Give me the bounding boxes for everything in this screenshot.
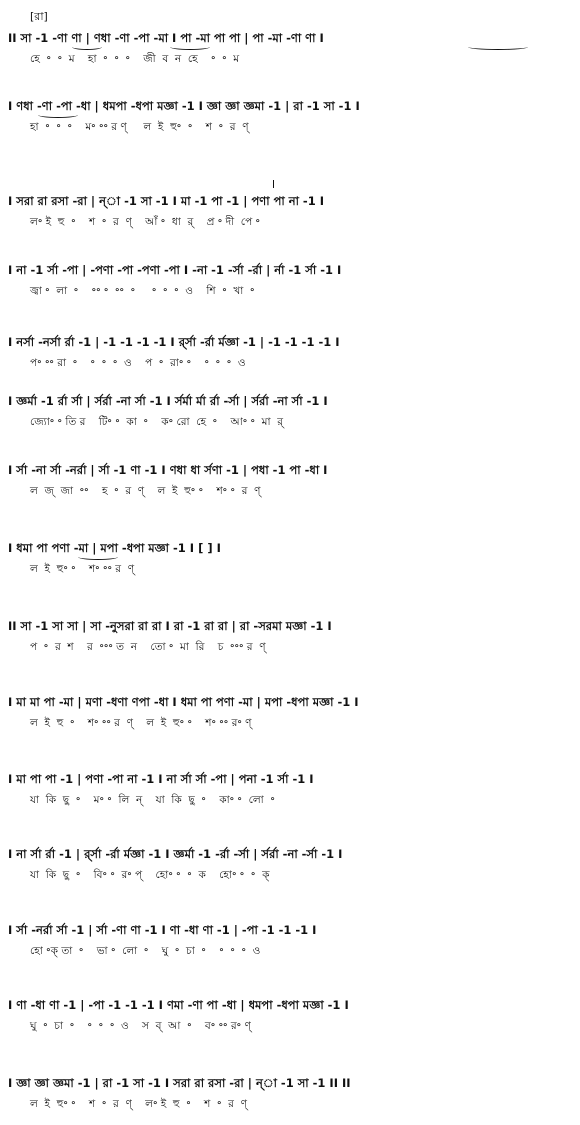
notation-row [8,922,572,958]
notation-row [8,694,572,730]
notation-row [8,30,572,66]
lyrics-line: হা ॰ ॰ ॰ ম॰ ॰॰ র ণ্ ল ই হু॰ ॰ শ ॰ র ণ্ [30,121,249,133]
notation-row [8,462,572,498]
notation-row [8,393,572,429]
lyrics-line: ল ই হু॰ ॰ শ॰ ॰॰ র ণ্ [30,563,135,575]
notation-row [8,262,572,298]
lyrics-line: ল জ্ জা ॰॰ হ ॰ র ণ্ ল ই হু॰ ॰ শ॰ ॰ র ণ্ [30,485,261,497]
notation-row [8,540,572,576]
slur-mark [78,554,118,560]
slur-mark [38,112,78,118]
notes-line: I মা পা পা -1 | পণা -পা না -1 I না র্সা র্সা -পা | পনা -1 র্সা -1 I [8,772,314,786]
lyrics-line: ল॰ ই হু ॰ শ ॰ র ণ্ আঁ ॰ ধা র্ প্র ॰ দী পে ॰ [30,216,261,228]
notes-line: I ধমা পা পণা -মা | মপা -ধপা মজ্ঞা -1 I [ ] I [8,541,221,555]
lyrics-line: ল ই হু॰ ॰ শ ॰ র ণ্ ল॰ ই হু ॰ শ ॰ র ণ্ [30,1098,247,1110]
lyrics-line: জ্যো॰ ॰ তি র টি॰ ॰ কা ॰ ক॰ রো হে ॰ আ॰ ॰ মা র্ [30,416,284,428]
lyrics-line: ঘু ॰ চা ॰ ॰ ॰ ॰ ও স ব্ আ ॰ ব॰ ॰॰ র॰ ণ্ [30,1020,251,1032]
notes-line: I নর্সা -নর্সা র্রা -1 | -1 -1 -1 -1 I র্র্সা -র্রা র্মজ্ঞা -1 | -1 -1 -1 -1 I [8,335,340,349]
notes-line: I ণা -ধা ণা -1 | -পা -1 -1 -1 I ণমা -ণা পা -ধা | ধমপা -ধপা মজ্ঞা -1 I [8,998,349,1012]
lyrics-line: ল ই হু ॰ শ॰ ॰॰ র ণ্ ল ই হু॰ ॰ শ॰ ॰॰ র॰ ণ্ [30,717,252,729]
lyrics-line: প ॰ র শ র ॰॰॰ ত ন তো ॰ মা রি চ ॰॰॰ র ণ্ [30,641,266,653]
lyrics-line: জ্বা ॰ লা ॰ ॰॰ ॰ ॰॰ ॰ ॰ ॰ ॰ ও শি ॰ খা ॰ [30,285,255,297]
lyrics-line: যা কি ছু ॰ ম॰ ॰ লি ন্ যা কি ছু ॰ কা॰ ॰ লো ॰ [30,794,275,806]
key-marker: [রা] [30,10,48,23]
notes-line: I র্সা -না র্সা -নর্রা | র্সা -1 ণা -1 I ণধা ধা র্সণা -1 | পধা -1 পা -ধা I [8,463,328,477]
notation-row [8,997,572,1033]
bar-tick [273,180,274,188]
notes-line: I জ্ঞা জ্ঞা জ্ঞমা -1 | রা -1 সা -1 I সরা রা রসা -রা | ন্া -1 সা -1 II II [8,1076,351,1090]
lyrics-line: হো ॰ক্ তা ॰ ভা ॰ লো ॰ ঘু ॰ চা ॰ ॰ ॰ ॰ ও [30,945,261,957]
notation-row [8,334,572,370]
notation-row [8,618,572,654]
slur-mark [72,44,102,50]
slur-mark [170,44,210,50]
notes-line: I র্সা -নর্রা র্সা -1 | র্সা -ণা ণা -1 I ণা -ধা ণা -1 | -পা -1 -1 -1 I [8,923,317,937]
notes-line: I জ্ঞর্মা -1 র্রা র্সা | র্সর্রা -না র্সা -1 I র্সর্মা র্মা র্রা -র্সা | র্সর্রা -না র্সা -1 I [8,394,328,408]
notes-line: I না র্সা র্রা -1 | র্র্সা -র্রা র্মজ্ঞা -1 I জ্ঞর্মা -1 -র্রা -র্সা | র্সর্রা -না -র্সা -1 I [8,847,343,861]
notes-line: II সা -1 সা সা | সা -নুসরা রা রা I রা -1 রা রা | রা -সরমা মজ্ঞা -1 I [8,619,332,633]
notation-row [8,771,572,807]
notation-row [8,98,572,134]
notation-row [8,846,572,882]
lyrics-line: হে ॰ ॰ ম হা ॰ ॰ ॰ জী ব ন হে ॰ ॰ ম [30,53,240,65]
lyrics-line: প॰ ॰॰ রা ॰ ॰ ॰ ॰ ও প ॰ রা॰ ॰ ॰ ॰ ॰ ও [30,357,246,369]
notes-line: II সা -1 -ণা ণা | ণধা -ণা -পা -মা I পা -মা পা পা | পা -মা -ণা ণা I [8,31,324,45]
notes-line: I মা মা পা -মা | মণা -ধণা ণপা -ধা I ধমা পা পণা -মা | মপা -ধপা মজ্ঞা -1 I [8,695,359,709]
notes-line: I না -1 র্সা -পা | -পণা -পা -পণা -পা I -না -1 -র্সা -র্রা | র্না -1 র্সা -1 I [8,263,342,277]
notes-line: I সরা রা রসা -রা | ন্া -1 সা -1 I মা -1 পা -1 | পণা পা না -1 I [8,194,324,208]
notation-row [8,1075,572,1111]
notes-line: I ণধা -ণা -পা -ধা | ধমপা -ধপা মজ্ঞা -1 I জ্ঞা জ্ঞা জ্ঞমা -1 | রা -1 সা -1 I [8,99,360,113]
slur-mark [468,44,528,50]
notation-row [8,193,572,229]
lyrics-line: যা কি ছু ॰ বি॰ ॰ র॰ প্ হো॰ ॰ ॰ ক হো॰ ॰ ॰ ক্ [30,869,270,881]
